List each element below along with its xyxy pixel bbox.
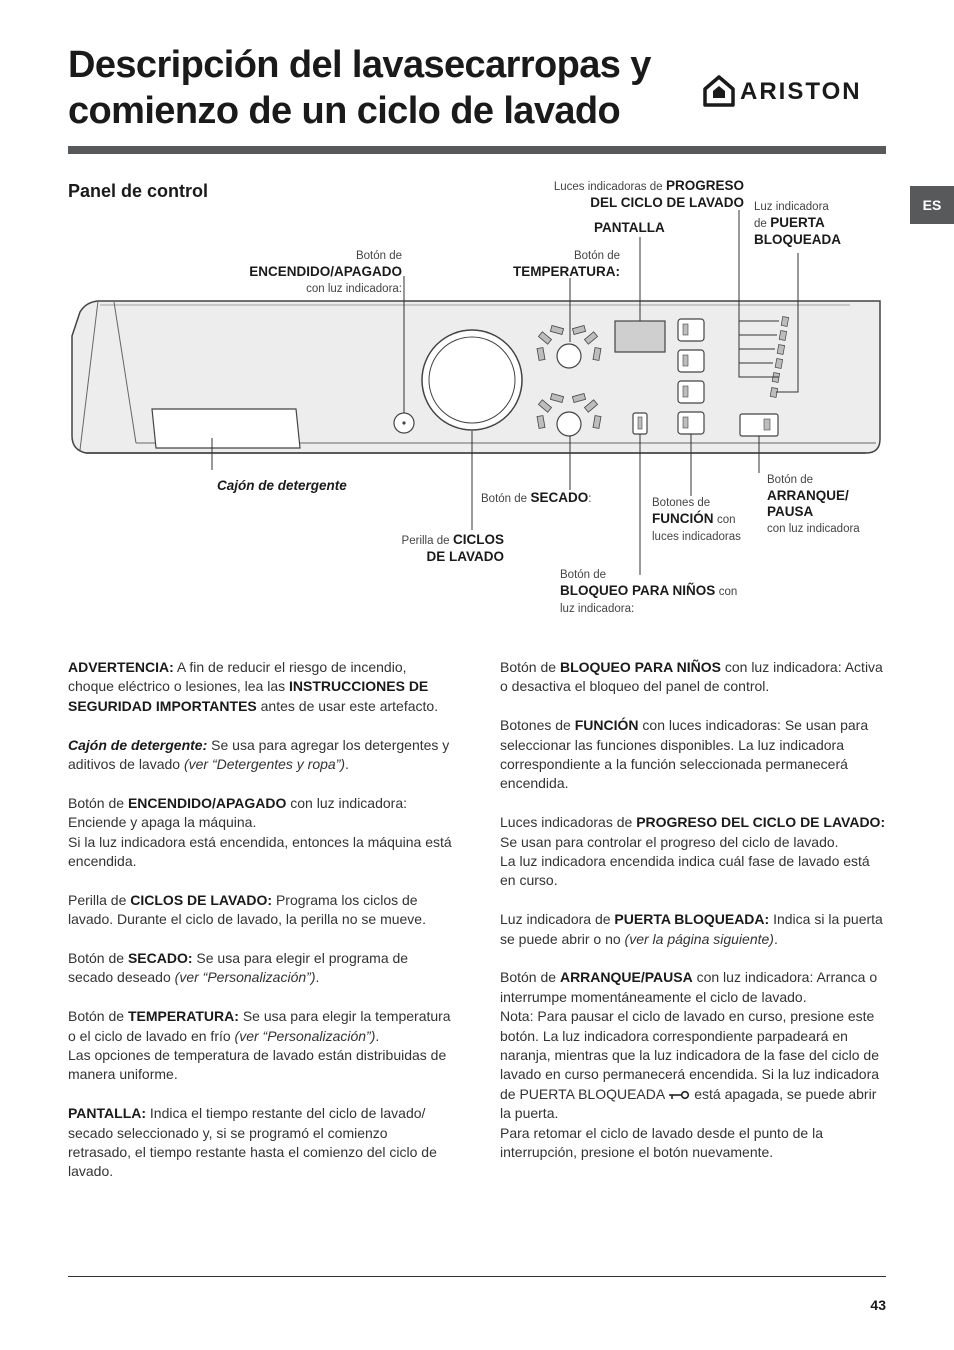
temperature-knob (557, 344, 581, 368)
dry-knob (557, 412, 581, 436)
progress-led (781, 317, 788, 327)
progress-paragraph: Luces indicadoras de PROGRESO DEL CICLO DE LAVADO: Se usan para controlar el progreso del ciclo de lavado. La luz indicadora encendida indica cuál fase de lavado está en curso. (500, 814, 886, 889)
display-screen (615, 321, 665, 352)
display-paragraph: PANTALLA: Indica el tiempo restante del ciclo de lavado/ secado seleccionado y, si se programó el comienzo retrasado, el tiempo restante hasta el comienzo del ciclo de lavado. (68, 1105, 437, 1180)
function-button (678, 381, 704, 403)
title-line-2: comienzo de un ciclo de lavado (68, 90, 621, 132)
key-icon (668, 1090, 690, 1100)
function-paragraph: Botones de FUNCIÓN con luces indicadoras: Se usan para seleccionar las funciones disponibles. La luz indicadora correspondiente a la función seleccionada permanecerá encendida. (500, 717, 869, 792)
door-paragraph: Luz indicadora de PUERTA BLOQUEADA: Indica si la puerta se puede abrir o no (ver la página siguiente). (500, 911, 883, 947)
label-power-button: Botón de ENCENDIDO/APAGADO con luz indicadora: (249, 250, 402, 295)
label-door-locked: Luz indicadora de PUERTA BLOQUEADA (754, 201, 841, 247)
function-button (678, 350, 704, 372)
label-detergent-drawer: Cajón de detergente (217, 478, 347, 493)
brand-name: ARISTON (740, 78, 862, 105)
detergent-drawer (152, 409, 300, 448)
label-display: PANTALLA (594, 220, 665, 235)
page-number: 43 (870, 1297, 886, 1313)
drawer-paragraph: Cajón de detergente: Se usa para agregar los detergentes y aditivos de lavado (ver “Detergentes y ropa”). (68, 736, 450, 773)
label-dry-button: Botón de SECADO: (481, 490, 592, 505)
language-tab: ES (910, 186, 954, 224)
start-pause-button (740, 414, 778, 436)
progress-led (777, 345, 784, 355)
cycle-knob (422, 330, 522, 430)
function-button (678, 412, 704, 434)
temp-paragraph: Botón de TEMPERATURA: Se usa para elegir la temperatura o el ciclo de lavado en frío (ver “Personalización”). Las opciones de temperatura de lavado están distribuidas de manera uniforme. (68, 1008, 451, 1083)
label-cycle-knob: Perilla de CICLOS DE LAVADO (401, 532, 504, 564)
left-column (68, 658, 454, 1201)
label-function-buttons: Botones de FUNCIÓN con luces indicadoras (652, 497, 741, 543)
dry-paragraph: Botón de SECADO: Se usa para elegir el programa de secado deseado (ver “Personalización”). (68, 950, 409, 986)
warning-paragraph: ADVERTENCIA: A fin de reducir el riesgo de incendio, choque eléctrico o lesiones, lea las INSTRUCCIONES DE SEGURIDAD IMPORTANTES antes de usar este artefacto. (68, 659, 439, 714)
label-start-pause: Botón de ARRANQUE/ PAUSA con luz indicadora (767, 474, 860, 535)
start-pause-paragraph: Botón de ARRANQUE/PAUSA con luz indicadora: Arranca o interrumpe momentáneamente el ciclo de lavado. Nota: Para pausar el ciclo de lavado en curso, presione este botón. La luz indicadora correspondiente parpadeará en naranja, mientras que la luz indicadora de la fase del ciclo de lavado en curso permanecerá encendida. Si la luz indicadora de PUERTA BLOQUEADA está apagada, se puede abrir la puerta. Para retomar el ciclo de lavado desde el punto de la interrupción, presione el botón nuevamente. (500, 969, 880, 1161)
child-lock-paragraph: Botón de BLOQUEO PARA NIÑOS con luz indicadora: Activa o desactiva el bloqueo del panel de control. (500, 659, 883, 695)
knob-paragraph: Perilla de CICLOS DE LAVADO: Programa los ciclos de lavado. Durante el ciclo de lavado, la perilla no se mueve. (68, 891, 426, 928)
progress-led (779, 331, 786, 341)
label-progress-lights: Luces indicadoras de PROGRESO DEL CICLO DE LAVADO (553, 178, 744, 210)
power-paragraph: Botón de ENCENDIDO/APAGADO con luz indicadora: Enciende y apaga la máquina. Si la luz indicadora está encendida, entonces la máquina está encendida. (68, 794, 452, 870)
label-temperature-button: Botón de TEMPERATURA: (513, 250, 620, 279)
footer-rule (68, 1276, 886, 1277)
title-line-1: Descripción del lavasecarropas y (68, 44, 651, 86)
section-title: Panel de control (68, 181, 209, 201)
right-column (500, 658, 886, 1182)
label-child-lock: Botón de BLOQUEO PARA NIÑOS con luz indicadora: (560, 569, 738, 615)
progress-led (775, 359, 782, 369)
function-button (678, 319, 704, 341)
